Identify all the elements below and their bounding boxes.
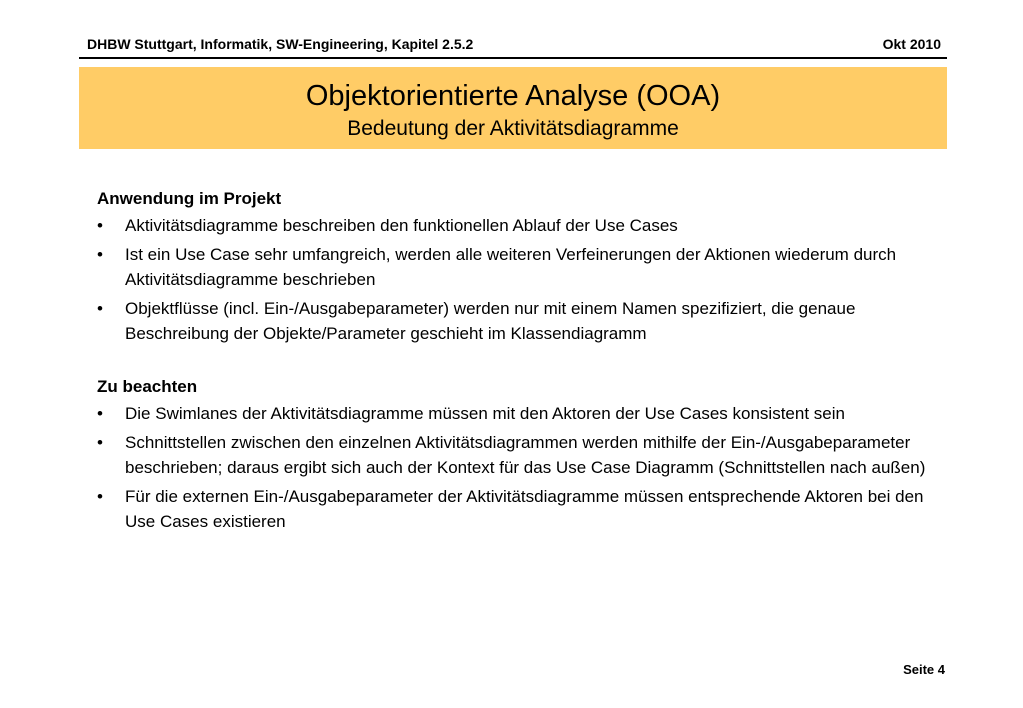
bullet-icon: • (97, 245, 103, 264)
bullet-icon: • (97, 433, 103, 452)
slide-title: Objektorientierte Analyse (OOA) (305, 80, 721, 112)
section-anwendung (97, 185, 947, 346)
bullet-text: Die Swimlanes der Aktivitätsdiagramme müssen mit den Aktoren der Use Cases konsistent sein (125, 404, 845, 423)
bullet-text: Ist ein Use Case sehr umfangreich, werden alle weiteren Verfeinerungen der Aktionen wiederum durch Aktivitätsdiagramme beschrieben (125, 245, 897, 289)
slide-subtitle: Bedeutung der Aktivitätsdiagramme (347, 117, 679, 140)
bullet-icon: • (97, 487, 103, 506)
bullet-item (97, 242, 955, 292)
header-date: Okt 2010 (882, 36, 941, 52)
bullet-icon: • (97, 216, 103, 235)
section-zu-beachten (97, 373, 947, 534)
bullet-item (97, 430, 955, 480)
header-divider (79, 57, 947, 59)
bullet-icon: • (97, 404, 103, 423)
bullet-text: Aktivitätsdiagramme beschreiben den funktionellen Ablauf der Use Cases (125, 216, 678, 235)
bullet-item (97, 401, 955, 426)
slide-content (97, 185, 947, 538)
bullet-item (97, 296, 955, 346)
bullet-list (97, 213, 947, 346)
section-heading: Zu beachten (97, 377, 198, 396)
bullet-text: Objektflüsse (incl. Ein-/Ausgabeparameter) werden nur mit einem Namen spezifiziert, die genaue Beschreibung der Objekte/Parameter geschieht im Klassendiagramm (125, 299, 856, 343)
page-number: Seite 4 (903, 662, 945, 677)
title-banner (79, 67, 947, 149)
bullet-item (97, 484, 955, 534)
bullet-item (97, 213, 955, 238)
bullet-list (97, 401, 947, 534)
header-course-info: DHBW Stuttgart, Informatik, SW-Engineering, Kapitel 2.5.2 (87, 36, 474, 52)
bullet-icon: • (97, 299, 103, 318)
slide-header (79, 32, 947, 58)
section-heading: Anwendung im Projekt (97, 189, 282, 208)
bullet-text: Für die externen Ein-/Ausgabeparameter der Aktivitätsdiagramme müssen entsprechende Aktoren bei den Use Cases existieren (125, 487, 924, 531)
section-spacer (97, 350, 947, 373)
bullet-text: Schnittstellen zwischen den einzelnen Aktivitätsdiagrammen werden mithilfe der Ein-/Ausgabeparameter beschrieben; daraus ergibt sich auch der Kontext für das Use Case Diagramm (Schnittstellen nach außen) (125, 433, 926, 477)
